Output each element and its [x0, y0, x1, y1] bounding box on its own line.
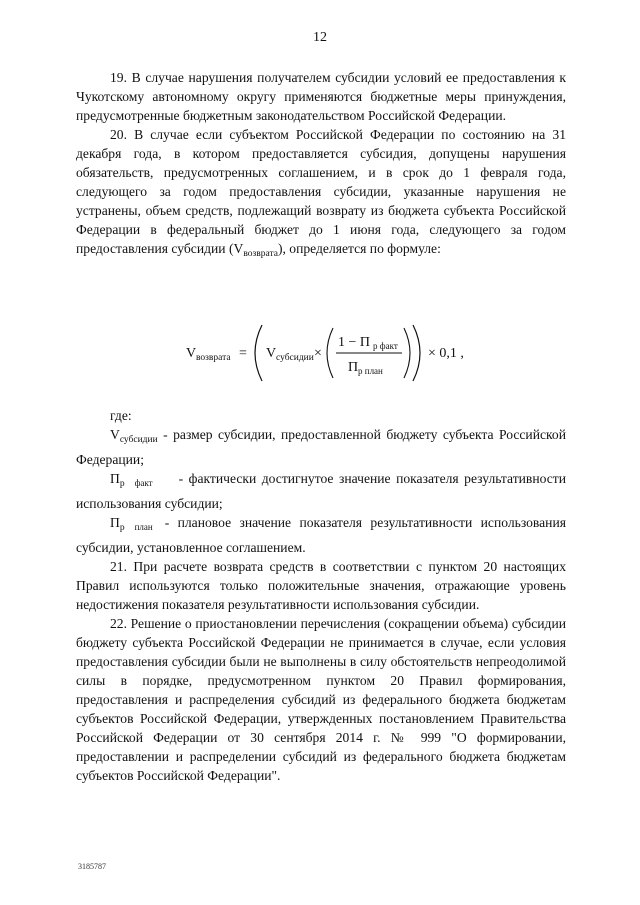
formula-numerator: 1 − П [338, 335, 371, 350]
definition-pr-fact-sub2: факт [134, 478, 153, 488]
return-formula [0, 322, 640, 384]
formula-denominator-subscript: р план [358, 366, 383, 376]
definition-pr-plan-text: - плановое значение показателя результативности использования субсидии, установленное соглашением. [76, 515, 566, 555]
definition-v-subsidy [76, 425, 566, 469]
formula-tail: × 0,1 , [428, 346, 464, 361]
formula-outer-paren-right [413, 325, 420, 381]
definition-pr-fact-symbol: П [110, 471, 120, 486]
text-block-top [76, 68, 566, 264]
formula-v-symbol: V [266, 346, 277, 361]
formula-outer-paren-left [255, 325, 262, 381]
formula-equals: = [239, 346, 247, 361]
definition-pr-plan-sub2: план [134, 522, 153, 532]
definition-pr-plan-sub1: р [119, 523, 125, 533]
formula-inner-paren-right [404, 328, 410, 378]
page-number: 12 [313, 30, 327, 45]
definition-pr-fact-sub1: р [119, 479, 125, 489]
definition-v-text: - размер субсидии, предоставленной бюджету субъекта Российской Федерации; [76, 427, 566, 467]
definition-pr-plan [76, 513, 566, 557]
definition-v-subscript: субсидии [119, 435, 158, 445]
definition-pr-fact-text: - фактически достигнутое значение показателя результативности использования субсидии; [76, 471, 566, 511]
definition-pr-plan-symbol: П [110, 515, 120, 530]
definition-pr-fact [76, 469, 566, 513]
paragraph-20-text: 20. В случае если субъектом Российской Федерации по состоянию на 31 декабря года, в котором предоставляется субсидия, допущены нарушения обязательств, предусмотренных соглашением, и в срок до 1 февраля года, следующего за годом предоставления субсидии, указанные нарушения не устранены, объем средств, подлежащий возврату из бюджета субъекта Российской Федерации в федеральный бюджет до 1 июня года, следующего за годом предоставления субсидии (V [76, 127, 566, 256]
paragraph-20 [76, 125, 566, 264]
paragraph-21: 21. При расчете возврата средств в соответствии с пунктом 20 настоящих Правил используются только положительные значения, отражающие уровень недостижения показателя результативности использования субсидии. [76, 559, 566, 612]
text-block-definitions [76, 406, 566, 785]
v-return-subscript: возврата [243, 249, 278, 259]
formula-lhs-symbol: V [186, 346, 197, 361]
formula-times-1: × [314, 346, 322, 361]
formula-numerator-subscript: р факт [373, 341, 398, 351]
where-label: где: [110, 408, 132, 423]
paragraph-20-tail: ), определяется по формуле: [277, 241, 441, 256]
formula-v-subscript: субсидии [276, 353, 314, 363]
formula-inner-paren-left [327, 328, 333, 378]
formula-denominator: П [348, 360, 359, 375]
formula-lhs-subscript: возврата [196, 353, 231, 363]
definition-v-symbol: V [110, 427, 120, 442]
paragraph-22: 22. Решение о приостановлении перечисления (сокращении объема) субсидии бюджету субъекта Российской Федерации не принимается в случае, если условия предоставления субсидии были не выполнены в силу обстоятельств непреодолимой силы в порядке, предусмотренном пунктом 20 Правил формирования, предоставления и распределения субсидий из федерального бюджета бюджетам субъектов Российской Федерации, утвержденных постановлением Правительства Российской Федерации от 30 сентября 2014 г. № 999 "О формировании, предоставлении и распределении субсидий из федерального бюджета бюджетам субъектов Российской Федерации". [76, 616, 566, 783]
paragraph-19: 19. В случае нарушения получателем субсидии условий ее предоставления к Чукотскому автономному округу применяются бюджетные меры принуждения, предусмотренные бюджетным законодательством Российской Федерации. [76, 70, 566, 123]
document-code: 3185787 [78, 862, 106, 871]
